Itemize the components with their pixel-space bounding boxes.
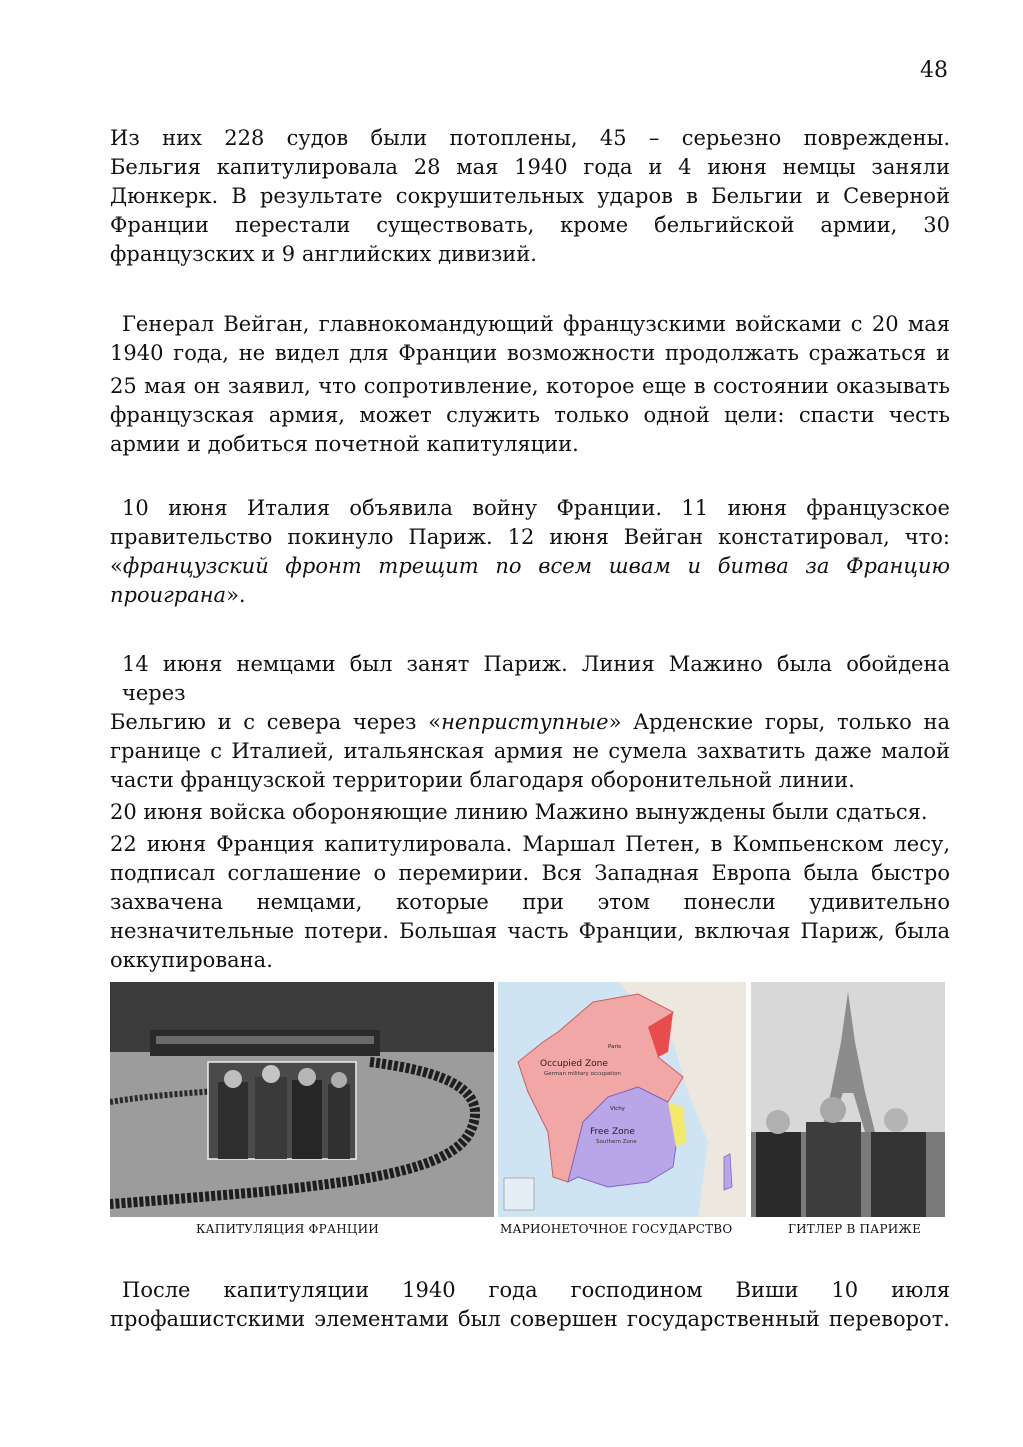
vichy-france-map <box>498 982 746 1217</box>
hitler-paris-photo <box>751 982 945 1217</box>
text-line: незначительные потери. Большая часть Франции, включая Париж, была <box>110 919 950 943</box>
capitulation-photo <box>110 982 494 1217</box>
text-line: 22 июня Франция капитулировала. Маршал Петен, в Компьенском лесу, <box>110 832 950 856</box>
text-line: 25 мая он заявил, что сопротивление, которое еще в состоянии оказывать <box>110 374 950 398</box>
map-label-occupied-sub: German military occupation <box>544 1071 621 1077</box>
text-line <box>110 708 950 737</box>
text-line <box>110 581 950 610</box>
map-label-vichy: Vichy <box>610 1106 625 1112</box>
text-line: захвачена немцами, которые при этом понесли удивительно <box>110 890 950 914</box>
map-label-paris: Paris <box>608 1044 622 1050</box>
paragraph-4 <box>110 650 950 975</box>
text-line: границе с Италией, итальянская армия не сумела захватить даже малой <box>110 739 950 763</box>
map-label-free: Free Zone <box>590 1127 635 1137</box>
text-line: Франции перестали существовать, кроме бельгийской армии, 30 <box>110 213 950 237</box>
paragraph-1 <box>110 124 950 269</box>
text-line: армии и добиться почетной капитуляции. <box>110 432 579 456</box>
quote-text: французский фронт трещит по всем швам и битва за Францию <box>122 554 950 578</box>
caption-puppet-state: МАРИОНЕТОЧНОЕ ГОСУДАРСТВО <box>500 1222 733 1236</box>
text-line: оккупирована. <box>110 948 273 972</box>
text-fragment: Бельгию и с севера через « <box>110 710 442 734</box>
text-line: французских и 9 английских дивизий. <box>110 242 537 266</box>
text-line: Бельгия капитулировала 28 мая 1940 года и 4 июня немцы заняли <box>110 155 950 179</box>
text-line <box>110 552 950 581</box>
quote-text: проиграна <box>110 583 227 607</box>
text-line: подписал соглашение о перемирии. Вся Западная Европа была быстро <box>110 861 950 885</box>
text-line: профашистскими элементами был совершен государственный переворот. <box>110 1307 950 1331</box>
paragraph-3 <box>110 494 950 610</box>
text-line: 20 июня войска обороняющие линию Мажино вынуждены были сдаться. <box>110 800 928 824</box>
paragraph-5 <box>110 1276 950 1334</box>
text-line: французская армия, может служить только одной цели: спасти честь <box>110 403 950 427</box>
text-line: Генерал Вейган, главнокомандующий французскими войсками с 20 мая <box>122 312 950 336</box>
emphasis-text: неприступные <box>441 710 609 734</box>
paragraph-2 <box>110 310 950 459</box>
text-line: После капитуляции 1940 года господином Виши 10 июля <box>122 1278 950 1302</box>
caption-hitler-paris: ГИТЛЕР В ПАРИЖЕ <box>788 1222 922 1236</box>
text-line: 1940 года, не видел для Франции возможности продолжать сражаться и <box>110 341 950 365</box>
text-line: Из них 228 судов были потоплены, 45 – серьезно повреждены. <box>110 126 950 150</box>
text-line: правительство покинуло Париж. 12 июня Вейган констатировал, что: <box>110 525 950 549</box>
text-line: 10 июня Италия объявила войну Франции. 11 июня французское <box>122 496 950 520</box>
quote-open: « <box>110 554 123 578</box>
caption-capitulation: КАПИТУЛЯЦИЯ ФРАНЦИИ <box>196 1222 379 1236</box>
page-number: 48 <box>920 58 948 83</box>
map-label-occupied: Occupied Zone <box>540 1059 608 1069</box>
map-label-free-sub: Southern Zone <box>596 1139 637 1145</box>
text-line: Дюнкерк. В результате сокрушительных ударов в Бельгии и Северной <box>110 184 950 208</box>
text-fragment: » Арденские горы, только на <box>608 710 951 734</box>
text-line: 14 июня немцами был занят Париж. Линия Мажино была обойдена через <box>122 652 950 705</box>
text-line: части французской территории благодаря оборонительной линии. <box>110 768 855 792</box>
quote-close: ». <box>226 583 246 607</box>
